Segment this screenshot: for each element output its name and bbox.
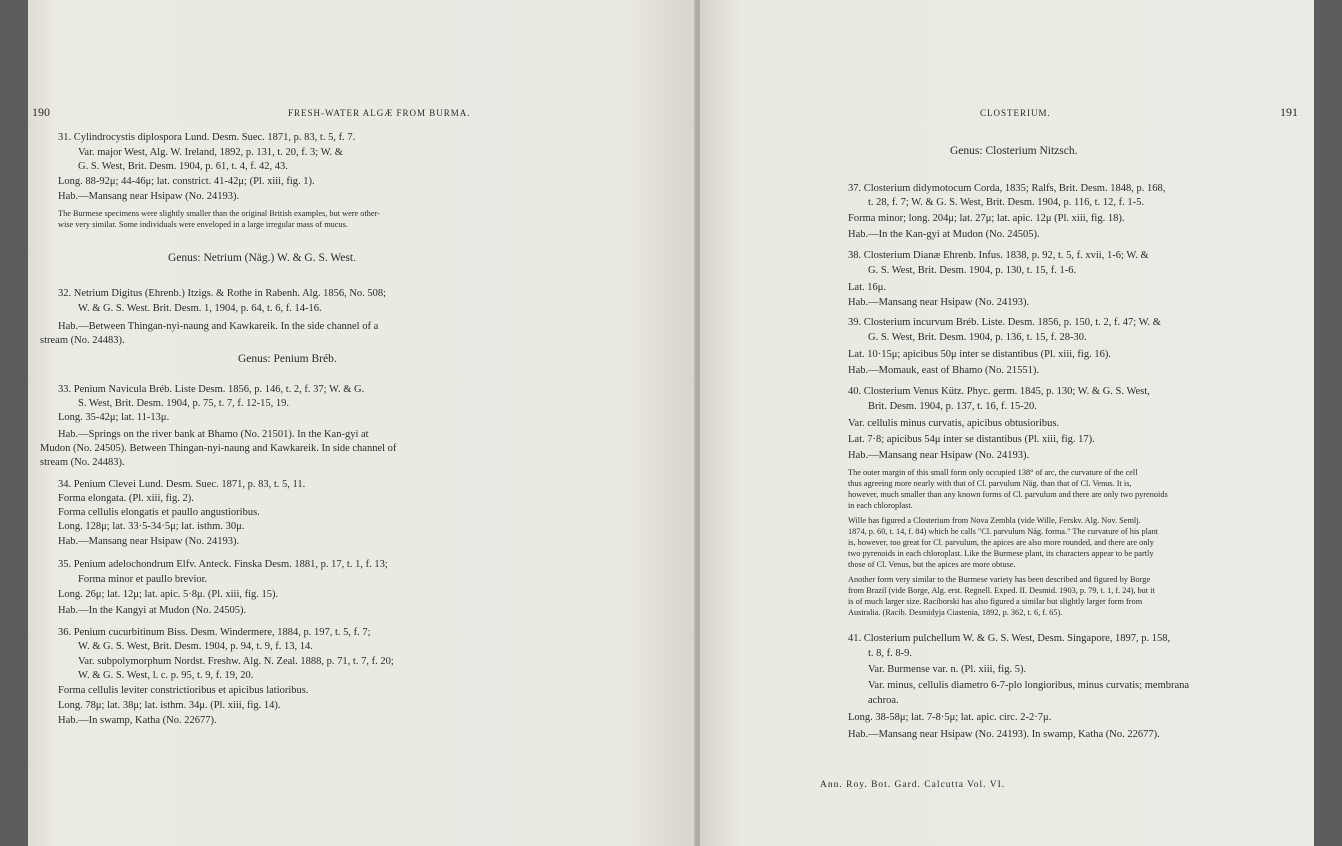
note-line: wise very similar. Some individuals were enveloped in a large irregular mass of mucus. (58, 220, 348, 229)
text-line: Var. cellulis minus curvatis, apicibus obtusioribus. (848, 418, 1060, 429)
text-line: 33. Penium Navicula Bréb. Liste Desm. 1856, p. 146, t. 2, f. 37; W. & G. (58, 384, 365, 395)
text-line: Long. 38-58μ; lat. 7-8·5μ; lat. apic. circ. 2-2·7μ. (848, 712, 1052, 723)
text-line: Lat. 7·8; apicibus 54μ inter se distantibus (Pl. xiii, fig. 17). (848, 434, 1095, 445)
note-line: in each chloroplast. (848, 501, 913, 510)
note-line: Another form very similar to the Burmese variety has been described and figured by Borge (848, 575, 1151, 584)
note-line: Wille has figured a Closterium from Nova Zembla (vide Wille, Ferskv. Alg. Nov. Semlj. (848, 516, 1141, 525)
text-line: Var. minus, cellulis diametro 6-7-plo longioribus, minus curvatis; membrana (868, 680, 1190, 691)
text-line: Hab.—In the Kangyi at Mudon (No. 24505). (58, 605, 247, 616)
left-page (28, 0, 696, 846)
text-line: Forma cellulis elongatis et paullo angustioribus. (58, 507, 260, 518)
text-line: Mudon (No. 24505). Between Thingan-nyi-naung and Kawkareik. In side channel of (40, 443, 397, 454)
note-line: those of Cl. Venus, but the apices are more obtuse. (848, 560, 1016, 569)
text-line: Hab.—Mansang near Hsipaw (No. 24193). (58, 191, 240, 202)
text-line: Hab.—In the Kan-gyi at Mudon (No. 24505). (848, 229, 1040, 240)
note-line: thus agreeing more nearly with that of Cl. parvulum Näg. than that of Cl. Venus. It is, (848, 479, 1132, 488)
note-line: is of much larger size. Raciborski has also figured a similar but slightly larger form from (848, 597, 1143, 606)
text-line: 35. Penium adelochondrum Elfv. Anteck. Finska Desm. 1881, p. 17, t. 1, f. 13; (58, 559, 388, 570)
text-line: Var. major West, Alg. W. Ireland, 1892, p. 131, t. 20, f. 3; W. & (78, 147, 343, 158)
note-line: Australia. (Racib. Desmidyja Ciastenia, 1892, p. 362, t. 6, f. 65). (848, 608, 1063, 617)
text-line: 41. Closterium pulchellum W. & G. S. West, Desm. Singapore, 1897, p. 158, (848, 633, 1171, 644)
note-line: two pyrenoids in each chloroplast. Like the Burmese plant, its characters appear to be partly (848, 549, 1154, 558)
text-line: Hab.—Springs on the river bank at Bhamo (No. 21501). In the Kan-gyi at (58, 429, 369, 440)
text-line: Forma minor; long. 204μ; lat. 27μ; lat. apic. 12μ (Pl. xiii, fig. 18). (848, 213, 1125, 224)
text-line: Var. Burmense var. n. (Pl. xiii, fig. 5). (868, 664, 1027, 675)
text-line: Hab.—Between Thingan-nyi-naung and Kawkareik. In the side channel of a (58, 321, 379, 332)
right-page (700, 0, 1314, 846)
text-line: Hab.—Mansang near Hsipaw (No. 24193). (58, 536, 240, 547)
text-line: Forma cellulis leviter constrictioribus et apicibus latioribus. (58, 685, 309, 696)
text-line: G. S. West, Brit. Desm. 1904, p. 61, t. 4, f. 42, 43. (78, 161, 288, 172)
text-line: Long. 35-42μ; lat. 11-13μ. (58, 412, 170, 423)
text-line: stream (No. 24483). (40, 457, 125, 468)
page-number: 190 (32, 105, 50, 119)
book-spread (28, 0, 1314, 846)
text-line: Hab.—Mansang near Hsipaw (No. 24193). (848, 450, 1030, 461)
note-line: is, however, too great for Cl. parvulum, the apices are also more rounded, and there are only (848, 538, 1154, 547)
text-line: W. & G. S. West. Brit. Desm. 1, 1904, p. 64, t. 6, f. 14-16. (78, 303, 322, 314)
genus-heading: Genus: Penium Bréb. (238, 353, 337, 365)
genus-heading: Genus: Netrium (Näg.) W. & G. S. West. (168, 252, 356, 264)
text-line: G. S. West, Brit. Desm. 1904, p. 136, t. 15, f. 28-30. (868, 332, 1087, 343)
text-line: G. S. West, Brit. Desm. 1904, p. 130, t. 15, f. 1-6. (868, 265, 1077, 276)
text-line: t. 28, f. 7; W. & G. S. West, Brit. Desm. 1904, p. 116, t. 12, f. 1-5. (868, 197, 1144, 208)
note-line: 1874, p. 60, t. 14, f. 84) which he calls "Cl. parvulum Näg. forma." The curvature of his plant (848, 527, 1159, 536)
note-line: The outer margin of this small form only occupied 138° of arc, the curvature of the cell (848, 468, 1138, 477)
text-line: W. & G. S. West, Brit. Desm. 1904, p. 94, t. 9, f. 13, 14. (78, 641, 313, 652)
text-line: Hab.—Mansang near Hsipaw (No. 24193). (848, 297, 1030, 308)
text-line: 39. Closterium incurvum Bréb. Liste. Desm. 1856, p. 150, t. 2, f. 47; W. & (848, 317, 1161, 328)
footer-citation: Ann. Roy. Bot. Gard. Calcutta Vol. VI. (820, 780, 1006, 790)
text-line: Brit. Desm. 1904, p. 137, t. 16, f. 15-20. (868, 401, 1037, 412)
text-line: Forma elongata. (Pl. xiii, fig. 2). (58, 493, 194, 504)
text-line: 31. Cylindrocystis diplospora Lund. Desm. Suec. 1871, p. 83, t. 5, f. 7. (58, 132, 356, 143)
text-line: t. 8, f. 8-9. (868, 648, 913, 659)
genus-heading: Genus: Closterium Nitzsch. (950, 145, 1078, 157)
note-line: from Brazil (vide Borge, Alg. erst. Regnell. Exped. II. Desmid. 1903, p. 79, t. 1, f. 24), but it (848, 586, 1155, 595)
running-head: CLOSTERIUM. (980, 108, 1051, 118)
text-line: 40. Closterium Venus Kütz. Phyc. germ. 1845, p. 130; W. & G. S. West, (848, 386, 1150, 397)
text-line: Hab.—Mansang near Hsipaw (No. 24193). In swamp, Katha (No. 22677). (848, 729, 1160, 740)
text-line: Hab.—In swamp, Katha (No. 22677). (58, 715, 217, 726)
text-line: Forma minor et paullo brevior. (78, 574, 208, 585)
text-line: Long. 78μ; lat. 38μ; lat. isthm. 34μ. (Pl. xiii, fig. 14). (58, 700, 281, 711)
text-line: achroa. (868, 695, 899, 706)
text-line: Lat. 16μ. (848, 282, 886, 293)
text-line: Hab.—Momauk, east of Bhamo (No. 21551). (848, 365, 1040, 376)
text-line: 36. Penium cucurbitinum Biss. Desm. Windermere, 1884, p. 197, t. 5, f. 7; (58, 627, 371, 638)
text-line: S. West, Brit. Desm. 1904, p. 75, t. 7, f. 12-15, 19. (78, 398, 289, 409)
running-head: FRESH-WATER ALGÆ FROM BURMA. (288, 108, 471, 118)
note-line: however, much smaller than any known forms of Cl. parvulum and there are only two pyrenoids (848, 490, 1168, 499)
text-line: W. & G. S. West, l. c. p. 95, t. 9, f. 19, 20. (78, 670, 254, 681)
text-line: Lat. 10·15μ; apicibus 50μ inter se distantibus (Pl. xiii, fig. 16). (848, 349, 1111, 360)
text-line: 37. Closterium didymotocum Corda, 1835; Ralfs, Brit. Desm. 1848, p. 168, (848, 183, 1166, 194)
page-number: 191 (1280, 105, 1298, 119)
text-line: 38. Closterium Dianæ Ehrenb. Infus. 1838, p. 92, t. 5, f. xvii, 1-6; W. & (848, 250, 1149, 261)
text-line: Long. 128μ; lat. 33·5-34·5μ; lat. isthm. 30μ. (58, 521, 245, 532)
text-line: stream (No. 24483). (40, 335, 125, 346)
text-line: Long. 88-92μ; 44-46μ; lat. constrict. 41-42μ; (Pl. xiii, fig. 1). (58, 176, 315, 187)
text-line: Var. subpolymorphum Nordst. Freshw. Alg. N. Zeal. 1888, p. 71, t. 7, f. 20; (78, 656, 394, 667)
text-line: 34. Penium Clevei Lund. Desm. Suec. 1871, p. 83, t. 5, 11. (58, 479, 306, 490)
text-line: Long. 26μ; lat. 12μ; lat. apic. 5·8μ. (Pl. xiii, fig. 15). (58, 589, 279, 600)
text-line: 32. Netrium Digitus (Ehrenb.) Itzigs. & Rothe in Rabenh. Alg. 1856, No. 508; (58, 288, 387, 299)
note-line: The Burmese specimens were slightly smaller than the original British examples, but were other- (58, 209, 380, 218)
